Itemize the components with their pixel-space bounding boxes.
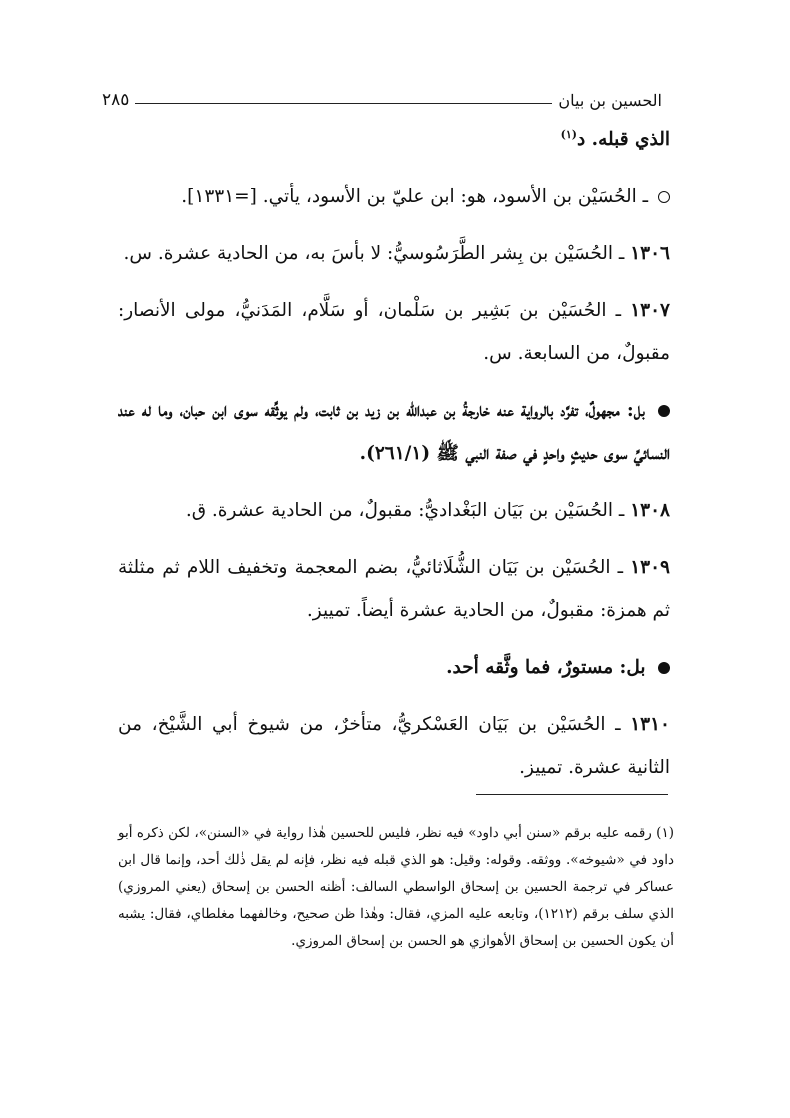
header-rule bbox=[135, 103, 552, 104]
entry-1310 bbox=[118, 703, 670, 789]
page-number: ٢٨٥ bbox=[102, 90, 130, 110]
editor-note-text: بل: مجهولٌ، تفرَّد بالرواية عنه خارجةُ بن عبدالله بن زيد بن ثابت، ولم يوثِّقه سوى ابن حبان، وما له عند النسائيِّ سوى حديثٍ واحدٍ في صفة النبي ﷺ (٢٦١/١). bbox=[118, 400, 670, 464]
entry-number: ١٣٠٦ bbox=[630, 243, 670, 264]
entry-1309 bbox=[118, 546, 670, 632]
editor-note-1 bbox=[118, 389, 670, 475]
entry-number: ١٣٠٧ bbox=[630, 300, 670, 321]
continuation-text: الذي قبله. د bbox=[577, 129, 670, 150]
entry-text: ـ الحُسَيْن بن بِشر الطَّرَسُوسيُّ: لا بأسَ به، من الحادية عشرة. س. bbox=[123, 243, 625, 264]
hollow-circle-icon bbox=[658, 191, 670, 203]
running-header bbox=[102, 82, 662, 110]
cross-reference-entry bbox=[118, 175, 670, 218]
entry-1308 bbox=[118, 489, 670, 532]
filled-bullet-icon bbox=[658, 405, 670, 417]
footnotes bbox=[118, 820, 674, 955]
editor-note-text: بل: مستورٌ، فما وثَّقه أحد. bbox=[446, 657, 646, 678]
entry-number: ١٣٠٩ bbox=[630, 557, 670, 578]
footnote-1: (١) رقمه عليه برقم «سنن أبي داود» فيه نظر، فليس للحسين هٰذا رواية في «السنن»، لكن ذكره أبو داود في «شيوخه». ووثقه. وقوله: وقيل: هو الذي قبله فيه نظر، فإنه لم يقل ذٰلك أحد، وإنما قال ابن عساكر في ترجمة الحسين بن إسحاق الواسطي السالف: أظنه الحسن بن إسحاق (يعني المروزي) الذي سلف برقم (١٢١٢)، وتابعه عليه المزي، فقال: وهٰذا ظن صحيح، وخالفهما مغلطاي، فقال: يشبه أن يكون الحسين بن إسحاق الأهوازي هو الحسن بن إسحاق المروزي. bbox=[118, 825, 674, 949]
continuation-line bbox=[118, 118, 670, 161]
entry-number: ١٣٠٨ bbox=[630, 500, 670, 521]
editor-note-2 bbox=[118, 646, 670, 689]
header-title: الحسين بن بيان bbox=[558, 91, 662, 110]
footnote-reference: (١) bbox=[560, 127, 577, 141]
entry-number: ١٣١٠ bbox=[630, 714, 670, 735]
entry-1307 bbox=[118, 289, 670, 375]
entry-1306 bbox=[118, 232, 670, 275]
footnote-separator bbox=[476, 794, 668, 795]
entry-text: ـ الحُسَيْن بن بَشِير بن سَلْمان، أو سَلَّام، المَدَنيُّ، مولى الأنصار: مقبولٌ، من السابعة. س. bbox=[118, 300, 670, 364]
entry-text: ـ الحُسَيْن بن بَيَان الشُّلَاثائيُّ، بضم المعجمة وتخفيف اللام ثم مثلثة ثم همزة: مقبولٌ، من الحادية عشرة أيضاً. تمييز. bbox=[118, 557, 670, 621]
entry-text: ـ الحُسَيْن بن بَيَان البَغْداديُّ: مقبولٌ، من الحادية عشرة. ق. bbox=[185, 500, 625, 521]
main-text bbox=[118, 118, 670, 803]
cross-reference-text: ـ الحُسَيْن بن الأسود، هو: ابن عليّ بن الأسود، يأتي. [=١٣٣١]. bbox=[181, 186, 649, 207]
entry-text: ـ الحُسَيْن بن بَيَان العَسْكريُّ، متأخرٌ، من شيوخ أبي الشَّيْخ، من الثانية عشرة. تمييز. bbox=[118, 714, 670, 778]
filled-bullet-icon bbox=[658, 662, 670, 674]
